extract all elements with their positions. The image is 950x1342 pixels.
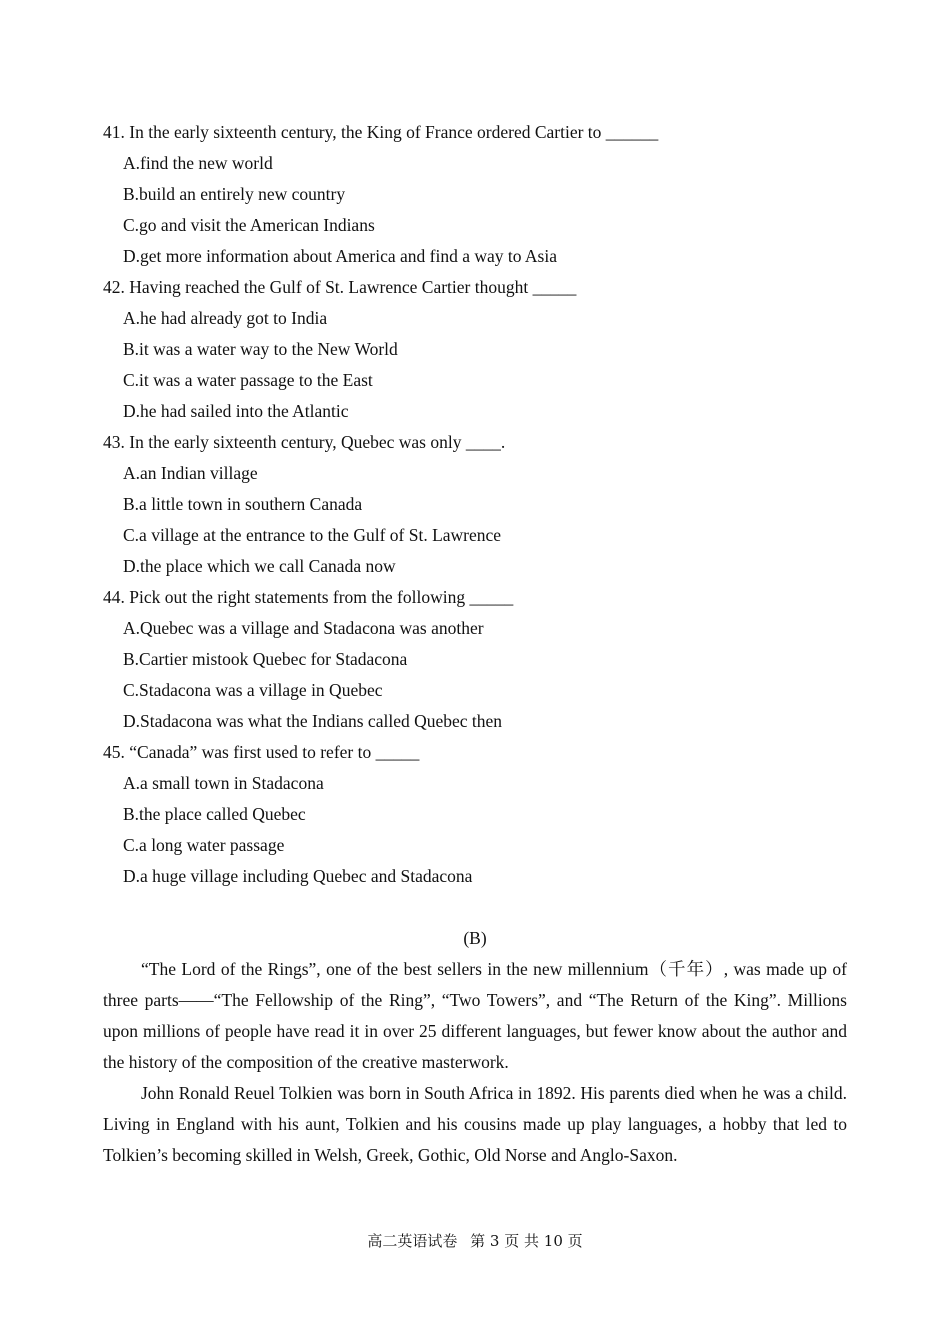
section-title: (B)	[463, 928, 487, 948]
option-c: C.it was a water passage to the East	[123, 370, 373, 390]
exam-title: 高二英语试卷	[367, 1232, 458, 1250]
option-c: C.go and visit the American Indians	[123, 215, 375, 235]
section-b	[103, 923, 847, 1171]
option-b: B.it was a water way to the New World	[123, 339, 398, 359]
option-a: A.an Indian village	[123, 463, 258, 483]
question-stem: 42. Having reached the Gulf of St. Lawrence Cartier thought _____	[103, 277, 577, 297]
option-c: C.a long water passage	[123, 835, 285, 855]
exam-page	[103, 117, 847, 1171]
option-d: D.Stadacona was what the Indians called Quebec then	[123, 711, 503, 731]
option-a: A.find the new world	[123, 153, 273, 173]
option-d: D.a huge village including Quebec and Stadacona	[123, 866, 473, 886]
option-c: C.a village at the entrance to the Gulf of St. Lawrence	[123, 525, 502, 545]
option-b: B.the place called Quebec	[123, 804, 306, 824]
option-d: D.he had sailed into the Atlantic	[123, 401, 349, 421]
option-d: D.get more information about America and find a way to Asia	[123, 246, 557, 266]
question-stem: 45. “Canada” was first used to refer to _____	[103, 742, 420, 762]
option-a: A.he had already got to India	[123, 308, 328, 328]
question-42	[103, 272, 847, 427]
option-c: C.Stadacona was a village in Quebec	[123, 680, 383, 700]
option-a: A.a small town in Stadacona	[123, 773, 324, 793]
question-44	[103, 582, 847, 737]
question-stem: 44. Pick out the right statements from the following _____	[103, 587, 514, 607]
option-a: A.Quebec was a village and Stadacona was another	[123, 618, 484, 638]
option-b: B.build an entirely new country	[123, 184, 346, 204]
passage-paragraph: “The Lord of the Rings”, one of the best sellers in the new millennium（千年）, was made up of three parts——“The Fellowship of the Ring”, “Two Towers”, and “The Return of the King”. Millions upon millions of people have read it in over 25 different languages, but fewer know about the author and the history of the composition of the creative masterwork.	[103, 959, 847, 1072]
question-43	[103, 427, 847, 582]
option-b: B.a little town in southern Canada	[123, 494, 363, 514]
option-d: D.the place which we call Canada now	[123, 556, 396, 576]
page-number: 第 3 页 共 10 页	[470, 1232, 583, 1250]
question-45	[103, 737, 847, 892]
page-footer	[0, 1229, 950, 1253]
option-b: B.Cartier mistook Quebec for Stadacona	[123, 649, 408, 669]
question-41	[103, 117, 847, 272]
question-stem: 43. In the early sixteenth century, Quebec was only ____.	[103, 432, 506, 452]
question-stem: 41. In the early sixteenth century, the King of France ordered Cartier to ______	[103, 122, 659, 142]
passage-paragraph: John Ronald Reuel Tolkien was born in South Africa in 1892. His parents died when he was a child. Living in England with his aunt, Tolkien and his cousins made up play languages, a hobby that led to Tolkien’s becoming skilled in Welsh, Greek, Gothic, Old Norse and Anglo-Saxon.	[103, 1083, 847, 1165]
